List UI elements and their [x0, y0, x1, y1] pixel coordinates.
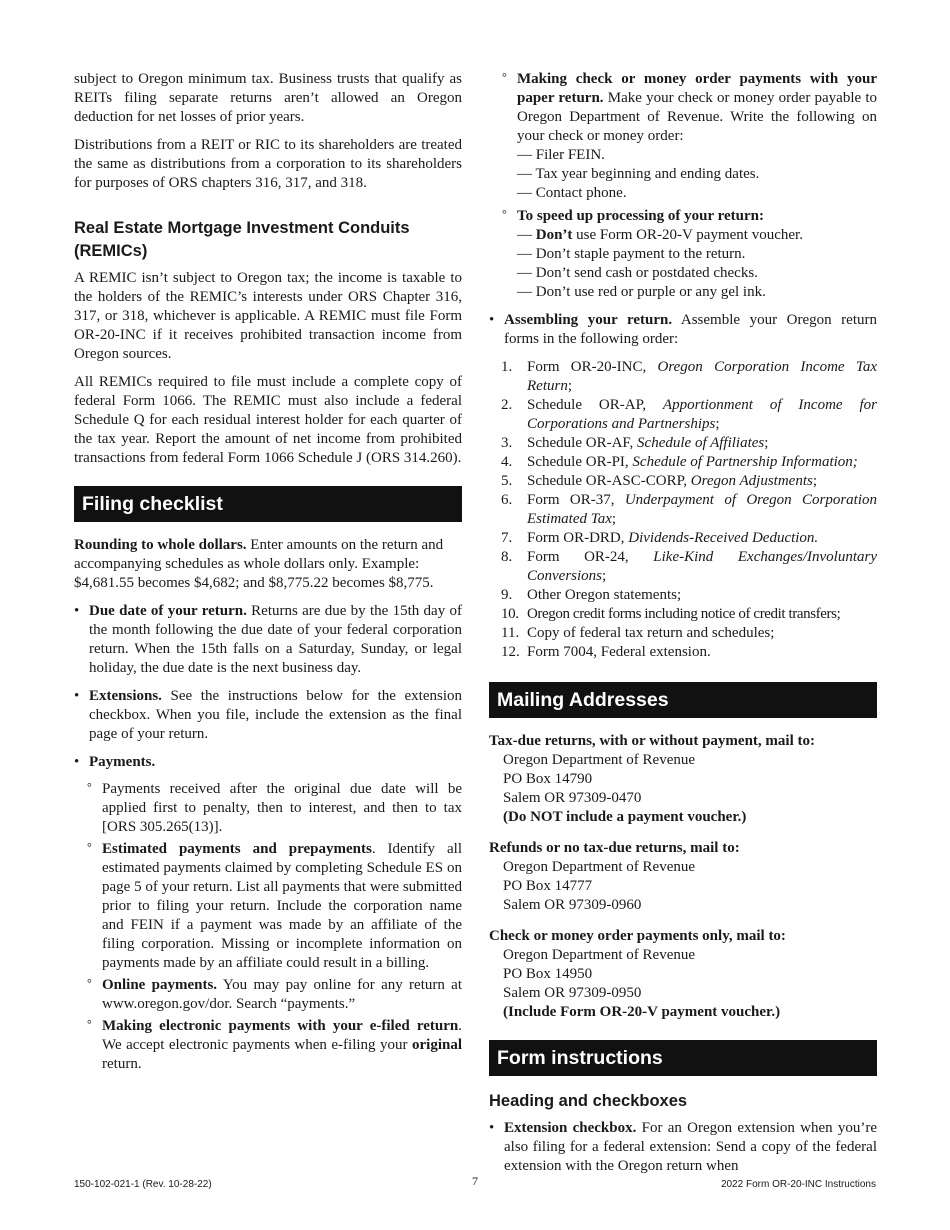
- due-date-bullet: [74, 602, 462, 678]
- heading-checkboxes-title: Heading and checkboxes: [489, 1092, 688, 1110]
- payment-item-estimated: [74, 840, 462, 973]
- order-text: Oregon credit forms including notice of credit transfers;: [527, 606, 841, 622]
- order-title: Oregon Corporation Income Tax Return: [527, 359, 877, 394]
- address-line: Oregon Department of Revenue: [503, 947, 696, 963]
- order-text: Form OR-20-INC,: [527, 359, 658, 375]
- due-text: Returns are due by the 15th day of the month following the due date of your federal corporation return. When the 15th falls on a Saturday, Sunday, or legal holiday, the due date is the next business day.: [89, 603, 463, 676]
- address-line: PO Box 14777: [503, 878, 593, 894]
- pay4-bold: original: [412, 1037, 463, 1053]
- pay2-lead: Estimated payments and prepayments: [102, 841, 372, 857]
- payments-lead: Payments.: [89, 754, 156, 770]
- circle-bullet-icon: °: [87, 840, 92, 854]
- address-tax-due: [489, 732, 877, 827]
- circle-bullet-icon: °: [502, 70, 507, 84]
- order-number: 8.: [501, 549, 513, 565]
- order-text: Schedule OR-AF,: [527, 435, 638, 451]
- extcb-lead: Extension checkbox.: [504, 1120, 637, 1136]
- payment-item-check: [489, 70, 877, 203]
- right-column: [489, 70, 877, 1185]
- order-punct: ;: [764, 435, 769, 451]
- order-number: 10.: [501, 606, 519, 622]
- speed-lead: To speed up processing of your return:: [517, 208, 764, 224]
- address-heading: Refunds or no tax-due returns, mail to:: [489, 840, 740, 856]
- pay3-text: You may pay online for any return at www.oregon.gov/dor. Search “payments.”: [102, 977, 462, 1012]
- circle-bullet-icon: °: [87, 1017, 92, 1031]
- order-text: Schedule OR-ASC-CORP,: [527, 473, 691, 489]
- address-line: Salem OR 97309-0470: [503, 790, 642, 806]
- order-list-item: [501, 529, 877, 548]
- order-list-item: [501, 358, 877, 396]
- order-punct: ;: [602, 568, 607, 584]
- form-instructions-banner: Form instructions: [489, 1040, 877, 1076]
- rounding-paragraph: [74, 536, 462, 593]
- order-punct: ;: [715, 416, 720, 432]
- address-note: (Do NOT include a payment voucher.): [503, 809, 747, 825]
- order-list-item: [501, 548, 877, 586]
- remic-paragraph-1: A REMIC isn’t subject to Oregon tax; the income is taxable to the holders of the REMIC’s interests under ORS Chapter 316, 317, or 318, whichever is applicable. A REMIC must file Form OR-20-INC if it receives prohibited transaction income from Oregon sources.: [74, 270, 462, 362]
- assembling-bullet: [489, 311, 877, 349]
- payments-bullet: [74, 753, 462, 772]
- address-line: Salem OR 97309-0960: [503, 897, 642, 913]
- pay2-text: . Identify all estimated payments claimed by completing Schedule ES on page 5 of your return. List all payments that were submitted prior to filing your return. Include the corporation name and FEIN if a payment was made by an affiliate of the filing corporation. Missing or incomplete information on payments made by an affiliate could result in a billing.: [102, 841, 462, 971]
- order-number: 2.: [501, 397, 513, 413]
- circle-bullet-icon: °: [87, 976, 92, 990]
- order-number: 4.: [501, 454, 513, 470]
- address-check-payments: [489, 927, 877, 1022]
- bullet-icon: •: [74, 688, 80, 704]
- extensions-bullet: [74, 687, 462, 744]
- order-text: Other Oregon statements;: [527, 587, 682, 603]
- circle-bullet-icon: °: [502, 207, 507, 221]
- order-list-item: [501, 491, 877, 529]
- order-number: 3.: [501, 435, 513, 451]
- address-line: PO Box 14950: [503, 966, 593, 982]
- order-text: Copy of federal tax return and schedules;: [527, 625, 775, 641]
- ext-lead: Extensions.: [89, 688, 162, 704]
- speed-item: — Don’t send cash or postdated checks.: [517, 265, 758, 281]
- order-punct: ;: [567, 378, 572, 394]
- bullet-icon: •: [489, 312, 495, 328]
- ext-text: See the instructions below for the extension checkbox. When you file, include the extension as the final page of your return.: [89, 688, 462, 742]
- order-text: Schedule OR-AP,: [527, 397, 663, 413]
- check-item: — Contact phone.: [517, 185, 627, 201]
- assemble-text: Assemble your Oregon return forms in the following order:: [504, 312, 877, 347]
- pay4-lead: Making electronic payments with your e-filed return: [102, 1018, 459, 1034]
- page-number: 7: [472, 1174, 478, 1188]
- order-text: Form OR-24,: [527, 549, 654, 565]
- order-title: Schedule of Affiliates: [637, 435, 765, 451]
- address-refunds: [489, 839, 877, 915]
- mailing-addresses-banner: Mailing Addresses: [489, 682, 877, 718]
- check-lead: Making check or money order payments with your paper return.: [517, 71, 877, 106]
- order-list-item: [501, 434, 877, 453]
- order-title: Underpayment of Oregon Corporation Estimated Tax: [527, 492, 877, 527]
- remic-paragraph-2: All REMICs required to file must include a complete copy of federal Form 1066. The REMIC must also include a federal Schedule Q for each residual interest holder for each quarter of the tax year. Report the amount of net income from prohibited transactions from federal Form 1066 Schedule J (ORS 314.260).: [74, 374, 462, 466]
- form-id: 150-102-021-1 (Rev. 10-28-22): [74, 1179, 212, 1190]
- left-column: [74, 70, 462, 1077]
- payment-item-online: [74, 976, 462, 1014]
- extension-checkbox-bullet: [489, 1119, 877, 1176]
- speed-item: — Don’t staple payment to the return.: [517, 246, 746, 262]
- order-title: Like-Kind Exchanges/Involuntary Conversions: [527, 549, 877, 584]
- order-list-item: [501, 453, 877, 472]
- order-list-item: [501, 643, 877, 662]
- document-title: 2022 Form OR-20-INC Instructions: [720, 1179, 876, 1190]
- order-title: Oregon Adjustments: [690, 473, 813, 489]
- payment-item-late: [74, 780, 462, 837]
- address-line: Oregon Department of Revenue: [503, 859, 696, 875]
- order-number: 1.: [501, 359, 513, 375]
- order-number: 9.: [501, 587, 513, 603]
- order-list-item: [501, 472, 877, 491]
- order-number: 6.: [501, 492, 513, 508]
- address-heading: Tax-due returns, with or without payment, mail to:: [489, 733, 815, 749]
- address-line: PO Box 14790: [503, 771, 593, 787]
- speed-up-item: [489, 207, 877, 302]
- filing-checklist-banner: Filing checklist: [74, 486, 462, 522]
- reit-paragraph-2: Distributions from a REIT or RIC to its shareholders are treated the same as distributions from a corporation to its shareholders for purposes of ORS chapters 316, 317, and 318.: [74, 137, 462, 191]
- rounding-text: Enter amounts on the return and accompanying schedules as whole dollars only. Example: $4,681.55 becomes $4,682; and $8,775.22 becomes $8,775.: [74, 537, 444, 591]
- order-number: 5.: [501, 473, 513, 489]
- order-text: Form OR-37,: [527, 492, 625, 508]
- bullet-icon: •: [74, 603, 80, 619]
- pay3-lead: Online payments.: [102, 977, 218, 993]
- order-text: Schedule OR-PI,: [527, 454, 633, 470]
- reit-paragraph-1: subject to Oregon minimum tax. Business trusts that qualify as REITs filing separate returns aren’t allowed an Oregon deduction for net losses of prior years.: [74, 71, 462, 125]
- speed-item: — Don’t use Form OR-20-V payment voucher.: [517, 227, 803, 243]
- due-lead: Due date of your return.: [89, 603, 247, 619]
- circle-bullet-icon: °: [87, 780, 92, 794]
- speed-item: — Don’t use red or purple or any gel ink.: [517, 284, 766, 300]
- order-list-item: [501, 586, 877, 605]
- assemble-lead: Assembling your return.: [504, 312, 673, 328]
- check-item: — Tax year beginning and ending dates.: [517, 166, 760, 182]
- rounding-lead: Rounding to whole dollars.: [74, 537, 247, 553]
- address-note: (Include Form OR-20-V payment voucher.): [503, 1004, 781, 1020]
- order-title: Apportionment of Income for Corporations and Partnerships: [527, 397, 877, 432]
- address-line: Oregon Department of Revenue: [503, 752, 696, 768]
- pay4-end: return.: [102, 1056, 142, 1072]
- bullet-icon: •: [489, 1120, 495, 1136]
- address-heading: Check or money order payments only, mail to:: [489, 928, 786, 944]
- order-list-item: [501, 605, 877, 624]
- order-text: Form 7004, Federal extension.: [527, 644, 711, 660]
- extcb-text: For an Oregon extension when you’re also filing for a federal extension: Send a copy of the federal extension with the Oregon return when: [504, 1120, 878, 1174]
- order-title: Dividends-Received Deduction.: [628, 530, 819, 546]
- check-item: — Filer FEIN.: [517, 147, 605, 163]
- page-footer: [74, 1175, 876, 1189]
- remic-heading: Real Estate Mortgage Investment Conduits (REMICs): [74, 219, 410, 260]
- order-number: 7.: [501, 530, 513, 546]
- payment-item-electronic: [74, 1017, 462, 1074]
- address-line: Salem OR 97309-0950: [503, 985, 642, 1001]
- pay4-text: . We accept electronic payments when e-filing your: [102, 1018, 462, 1053]
- pay1-text: Payments received after the original due date will be applied first to penalty, then to interest, and then to tax [ORS 305.265(13)].: [102, 781, 462, 835]
- order-text: Form OR-DRD,: [527, 530, 629, 546]
- order-punct: ;: [812, 473, 818, 489]
- order-punct: ;: [611, 511, 617, 527]
- bullet-icon: •: [74, 754, 80, 770]
- assembly-order-list: [501, 358, 877, 662]
- order-number: 12.: [501, 644, 520, 660]
- order-number: 11.: [501, 625, 520, 641]
- order-list-item: [501, 624, 877, 643]
- order-title: Schedule of Partnership Information;: [632, 454, 858, 470]
- check-text: Make your check or money order payable to Oregon Department of Revenue. Write the following on your check or money order:: [517, 90, 877, 144]
- order-list-item: [501, 396, 877, 434]
